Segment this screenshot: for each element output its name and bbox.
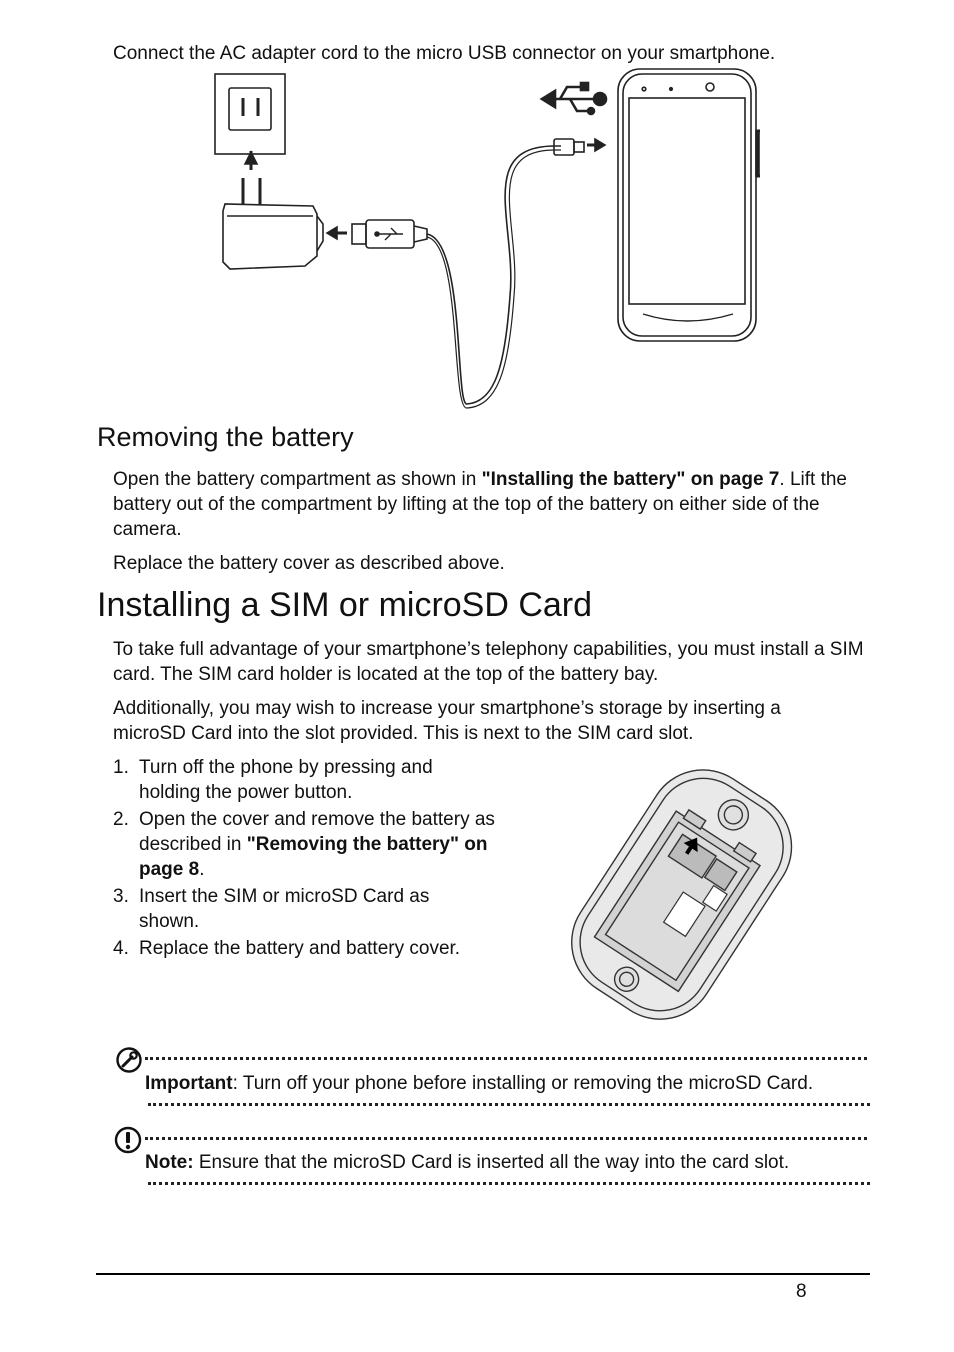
step-text: Insert the SIM or microSD Card as shown. — [139, 886, 430, 932]
footer-rule — [96, 1273, 870, 1275]
removing-paragraph-1 — [113, 467, 873, 542]
phone-battery-bay-illustration — [545, 760, 835, 1040]
note-microsd — [145, 1150, 789, 1175]
step-number: 2. — [113, 809, 129, 830]
note-important — [145, 1071, 813, 1096]
note-divider-top — [145, 1137, 867, 1140]
charger-connection-illustration — [205, 66, 775, 411]
step-number: 3. — [113, 886, 129, 907]
step-item — [113, 807, 513, 882]
page-number: 8 — [796, 1281, 807, 1302]
section-heading-installing-sim: Installing a SIM or microSD Card — [97, 586, 593, 624]
link-installing-battery[interactable]: "Installing the battery" on page 7 — [481, 469, 780, 490]
step-number: 4. — [113, 938, 129, 959]
text-span: Open the battery compartment as shown in — [113, 469, 482, 490]
link-removing-battery[interactable]: "Removing the battery" on page 8 — [139, 834, 488, 880]
note-divider-bottom — [148, 1182, 870, 1185]
step-text: . — [199, 859, 205, 880]
step-text: Turn off the phone by pressing and holding the power button. — [139, 757, 433, 803]
arrow-right-icon — [587, 139, 605, 151]
step-item — [113, 936, 519, 961]
note-label: Note: — [145, 1152, 194, 1173]
arrow-left-icon — [327, 227, 347, 239]
steps-list — [113, 755, 513, 963]
removing-paragraph-2: Replace the battery cover as described above. — [113, 553, 505, 574]
usb-plug-icon — [352, 220, 427, 248]
note-divider-bottom — [148, 1103, 870, 1106]
note-text: Ensure that the microSD Card is inserted all the way into the card slot. — [193, 1152, 790, 1173]
note-divider-top — [145, 1057, 867, 1060]
step-item — [113, 755, 489, 805]
step-item — [113, 884, 489, 934]
important-icon — [115, 1046, 145, 1076]
section-heading-removing-battery: Removing the battery — [97, 422, 354, 452]
note-label: Important — [145, 1073, 233, 1094]
note-icon — [113, 1125, 145, 1157]
wall-outlet-icon — [215, 74, 285, 154]
ac-adapter-icon — [223, 204, 323, 269]
usb-symbol-icon — [542, 83, 606, 114]
intro-text: Connect the AC adapter cord to the micro USB connector on your smartphone. — [113, 43, 776, 64]
step-number: 1. — [113, 757, 129, 778]
smartphone-icon — [618, 69, 760, 341]
installing-paragraph-2: Additionally, you may wish to increase your smartphone’s storage by inserting a microSD Card into the slot provided. This is next to the SIM card slot. — [113, 698, 781, 744]
step-text: Replace the battery and battery cover. — [139, 938, 461, 959]
installing-paragraph-1: To take full advantage of your smartphone’s telephony capabilities, you must install a SIM card. The SIM card holder is located at the top of the battery bay. — [113, 639, 864, 685]
step-text: Open the cover and remove the battery as described in — [139, 809, 495, 855]
note-text: : Turn off your phone before installing or removing the microSD Card. — [232, 1073, 814, 1094]
text-span: . Lift the battery out of the compartment by lifting at the top of the battery on either side of the camera. — [113, 469, 847, 540]
micro-usb-plug-icon — [554, 139, 584, 155]
